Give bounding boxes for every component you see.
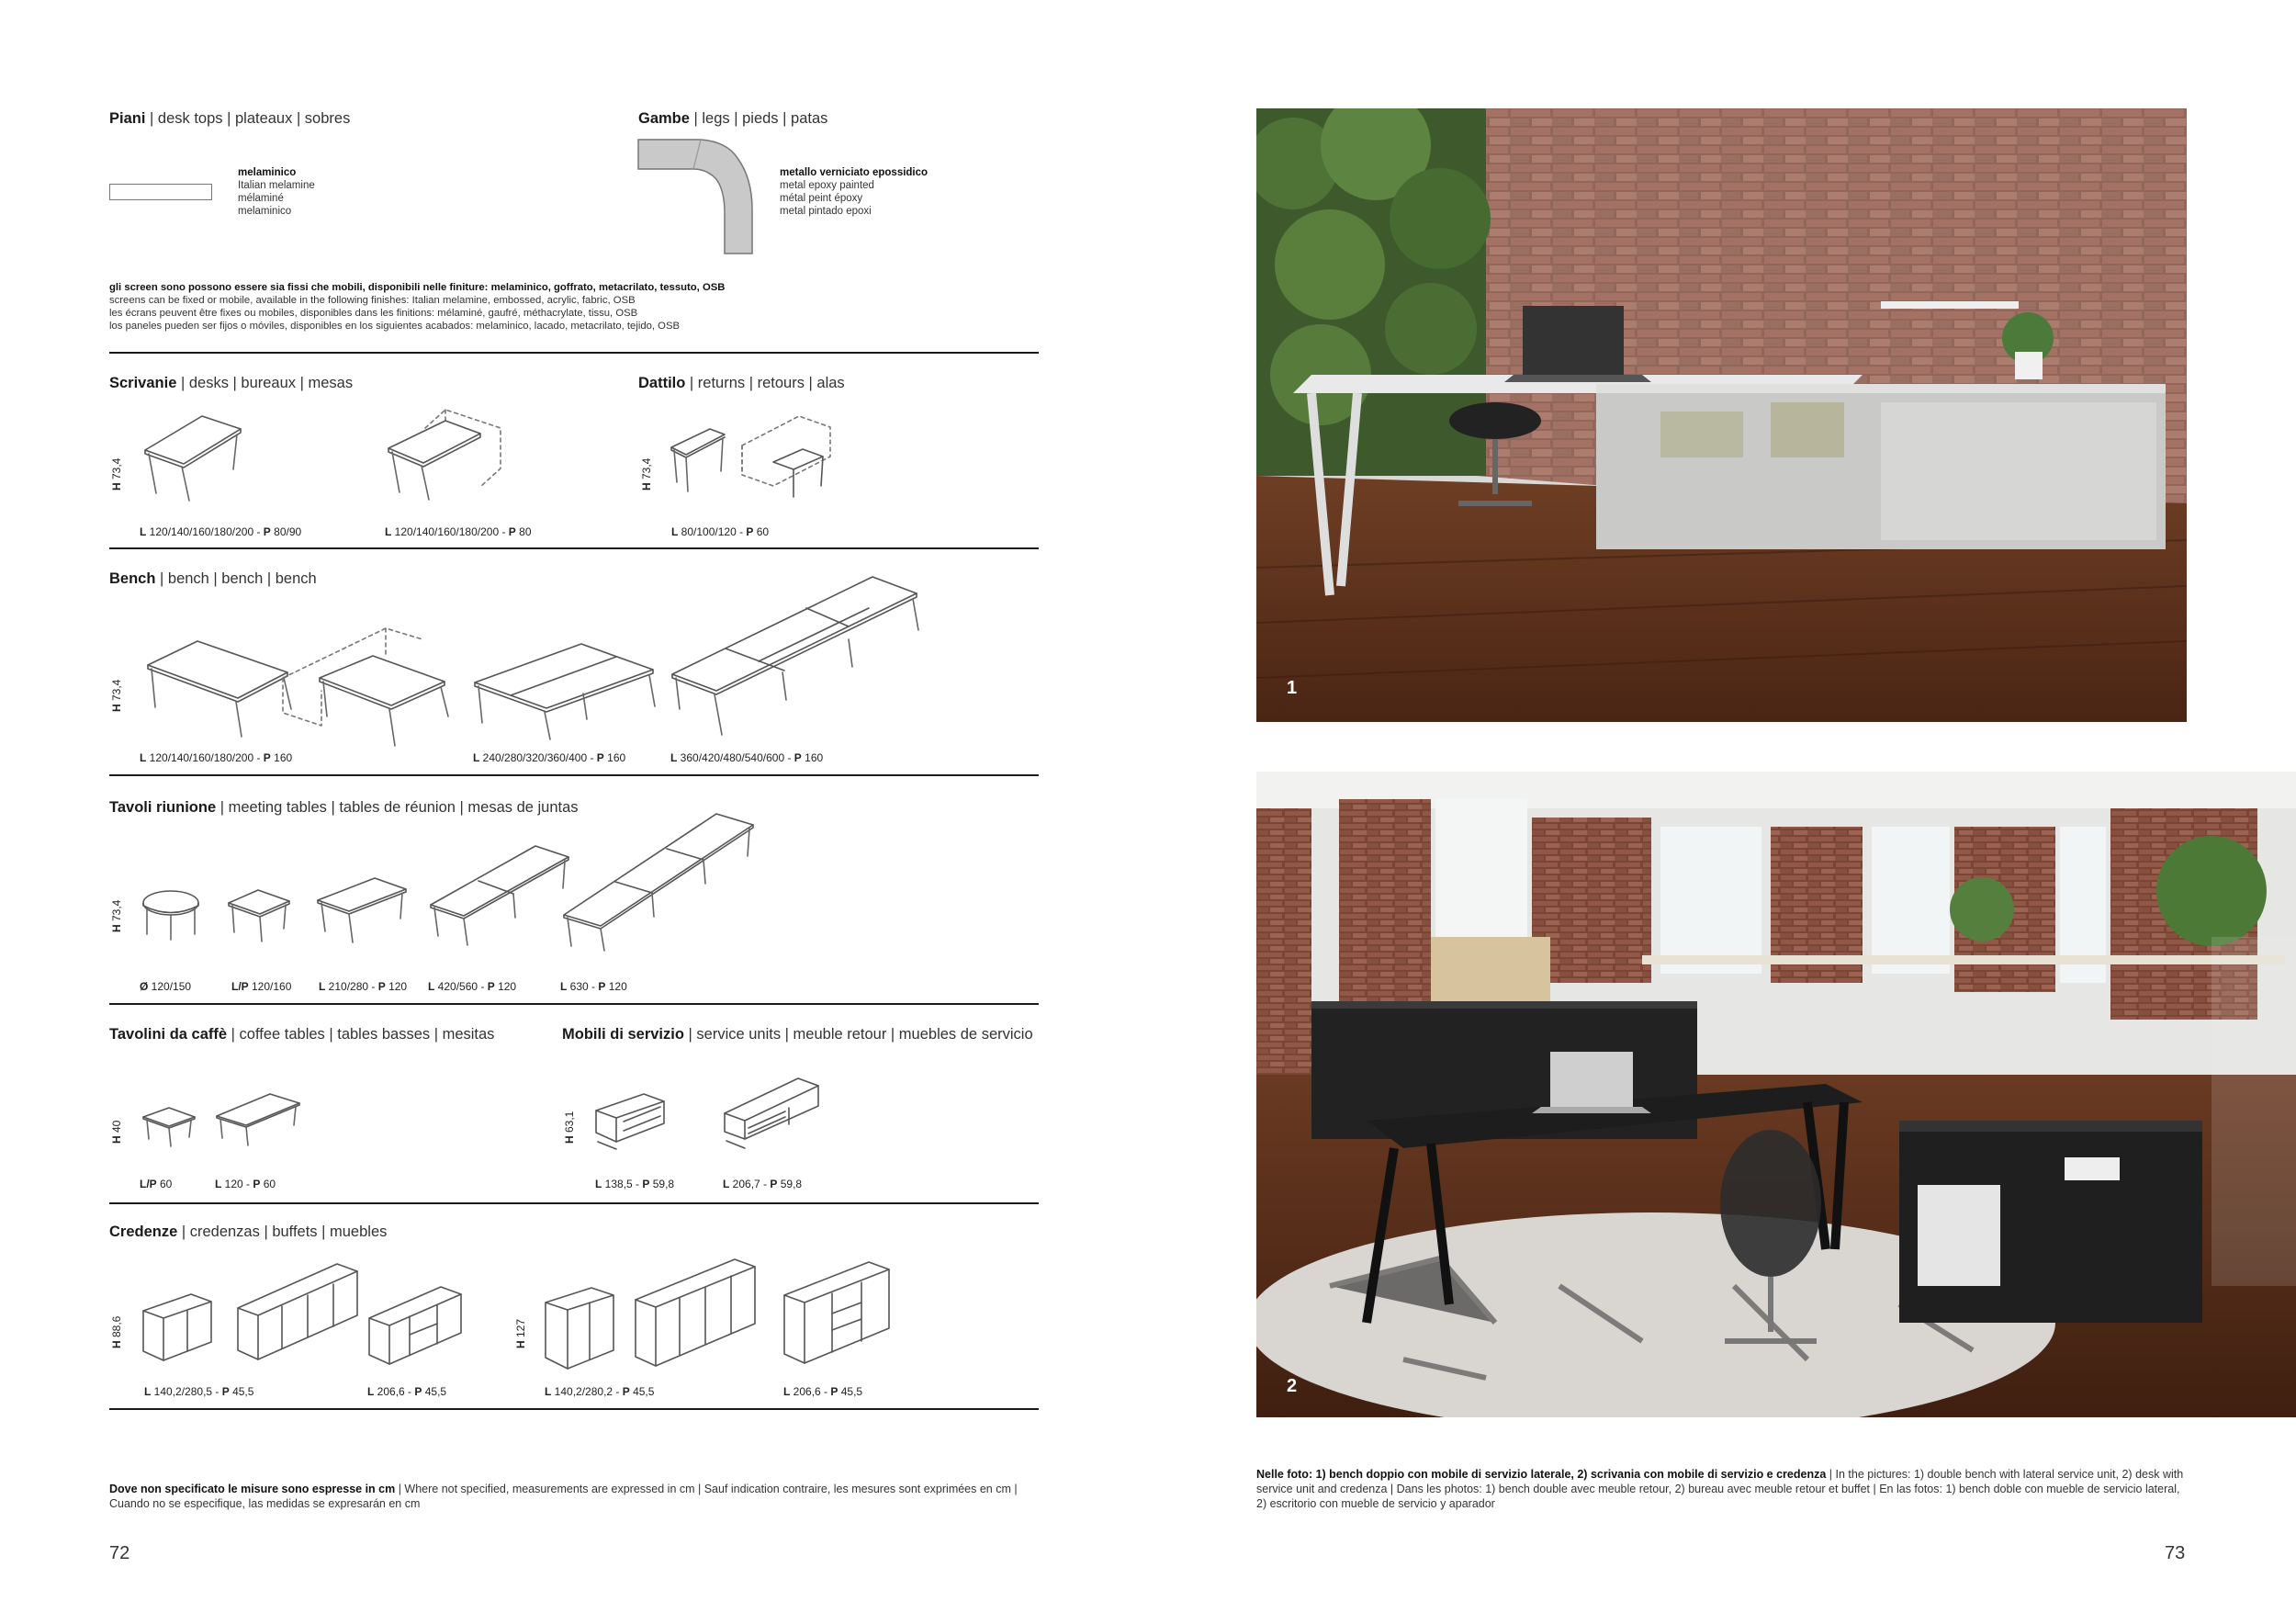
extra-long-table-drawing	[560, 808, 758, 951]
footnote: Dove non specificato le misure sono espresse in cm | Where not specified, measurements are expressed in cm | Sauf indication contraire, les mesures sont exprimées en cm | Cuando no se especifique, las medidas se expresarán en cm	[109, 1483, 1018, 1510]
coffee-rect-drawing	[213, 1088, 305, 1148]
coffee-dim-1: L/P 60	[140, 1178, 173, 1190]
desks-heading: Scrivanie | desks | bureaux | mesas	[109, 375, 354, 391]
round-table-drawing	[140, 886, 204, 942]
bench-triple-drawing	[669, 571, 921, 741]
legs-finish-text: metallo verniciato epossidico metal epoxy painted métal peint époxy metal pintado epoxi	[780, 167, 929, 217]
desk-with-return-drawing	[381, 404, 510, 501]
credenzas-dim-4: L 206,6 - P 45,5	[783, 1385, 863, 1398]
bench-dim-3: L 360/420/480/540/600 - P 160	[670, 751, 824, 764]
desktop-swatch	[109, 184, 212, 200]
service-unit-small-drawing	[592, 1088, 668, 1153]
divider	[109, 1003, 1039, 1005]
desk-drawing	[138, 409, 257, 501]
desks-height-label: H 73,4	[110, 457, 123, 491]
service-unit-large-drawing	[721, 1073, 822, 1156]
bench-heading: Bench | bench | bench | bench	[109, 570, 317, 587]
photo-office-2	[1256, 772, 2296, 1417]
legs-heading: Gambe | legs | pieds | patas	[638, 110, 828, 127]
coffee-heading: Tavolini da caffè | coffee tables | tables basses | mesitas	[109, 1026, 495, 1043]
bench-dim-2: L 240/280/320/360/400 - P 160	[473, 751, 626, 764]
desks-dim-1: L 120/140/160/180/200 - P 80/90	[140, 525, 302, 538]
meeting-dim-1: Ø 120/150	[140, 980, 192, 993]
return-drawing	[666, 418, 739, 496]
service-height-label: H 63,1	[563, 1111, 576, 1144]
meeting-heading: Tavoli riunione | meeting tables | tables de réunion | mesas de juntas	[109, 799, 579, 816]
page-number-right: 73	[2165, 1543, 2186, 1563]
bench-dim-1: L 120/140/160/180/200 - P 160	[140, 751, 293, 764]
service-heading: Mobili di servizio | service units | meuble retour | muebles de servicio	[562, 1026, 1033, 1043]
divider	[109, 1408, 1039, 1410]
credenza-open-drawing	[366, 1281, 467, 1373]
divider	[109, 547, 1039, 549]
credenza-tall-open-drawing	[781, 1257, 895, 1376]
credenzas-height-label: H 88,6	[110, 1315, 123, 1348]
coffee-dim-2: L 120 - P 60	[215, 1178, 276, 1190]
page-number-left: 72	[109, 1543, 130, 1563]
screens-text: gli screen sono possono essere sia fissi che mobili, disponibili nelle finiture: melaminico, goffrato, metacrilato, tessuto, OSB screens can be fixed or mobile, available in the following finishes: Italian melamine, embossed, acrylic, fabric, OSB les écrans peuvent être fixes ou mobiles, disponibles dans les finitions: mélaminé, gaufré, méthacrylate, tissu, OSB los paneles pueden ser fijos o móviles, disponibles en los siguientes acabados: melaminico, lacado, metacrilato, tejido, OSB	[109, 282, 726, 332]
photo-2-number: 2	[1287, 1376, 1298, 1396]
photo-1-number: 1	[1287, 678, 1298, 698]
meeting-dim-3: L 210/280 - P 120	[319, 980, 408, 993]
credenza-tall-wide-drawing	[632, 1254, 760, 1378]
leg-swatch-icon	[636, 136, 760, 257]
tops-finish-text: melaminico Italian melamine mélaminé melaminico	[238, 167, 315, 217]
bench-height-label: H 73,4	[110, 679, 123, 712]
credenza-tall-drawing	[542, 1284, 620, 1376]
bench-double-drawing	[471, 638, 659, 739]
photo-office-1	[1256, 108, 2187, 722]
divider	[109, 1202, 1039, 1204]
divider	[109, 352, 1039, 354]
meeting-dim-4: L 420/560 - P 120	[428, 980, 517, 993]
credenzas-dim-3: L 140,2/280,2 - P 45,5	[545, 1385, 655, 1398]
credenzas-dim-1: L 140,2/280,5 - P 45,5	[144, 1385, 254, 1398]
returns-heading: Dattilo | returns | retours | alas	[638, 375, 845, 391]
meeting-dim-2: L/P 120/160	[231, 980, 292, 993]
rect-table-drawing	[314, 873, 411, 946]
credenzas-dim-2: L 206,6 - P 45,5	[367, 1385, 447, 1398]
square-table-drawing	[225, 885, 294, 944]
service-dim-1: L 138,5 - P 59,8	[595, 1178, 675, 1190]
photo-caption: Nelle foto: 1) bench doppio con mobile di servizio laterale, 2) scrivania con mobile di servizio e credenza | In the pictures: 1) double bench with lateral service unit, 2) desk with service unit and credenza | Dans les photos: 1) bench double avec meuble retour, 2) bureau avec meuble retour et buffet | En las fotos: 1) bench doble con mueble de servicio lateral, 2) escritorio con mueble de servicio y aparador	[1256, 1468, 2184, 1510]
returns-dim-1: L 80/100/120 - P 60	[671, 525, 770, 538]
meeting-dim-5: L 630 - P 120	[560, 980, 627, 993]
service-dim-2: L 206,7 - P 59,8	[723, 1178, 803, 1190]
return-extended-drawing	[735, 409, 836, 501]
tops-heading: Piani | desk tops | plateaux | sobres	[109, 110, 351, 127]
meeting-height-label: H 73,4	[110, 899, 123, 932]
divider	[109, 774, 1039, 776]
credenza-wide-drawing	[234, 1258, 363, 1373]
coffee-square-drawing	[140, 1102, 199, 1148]
long-table-drawing	[427, 840, 574, 946]
coffee-height-label: H 40	[110, 1120, 123, 1144]
credenza-small-drawing	[140, 1291, 218, 1373]
bench-with-unit-drawing	[276, 614, 455, 751]
desks-dim-2: L 120/140/160/180/200 - P 80	[385, 525, 532, 538]
returns-height-label: H 73,4	[640, 457, 653, 491]
credenzas-height2-label: H 127	[514, 1318, 527, 1348]
credenzas-heading: Credenze | credenzas | buffets | muebles	[109, 1224, 388, 1240]
